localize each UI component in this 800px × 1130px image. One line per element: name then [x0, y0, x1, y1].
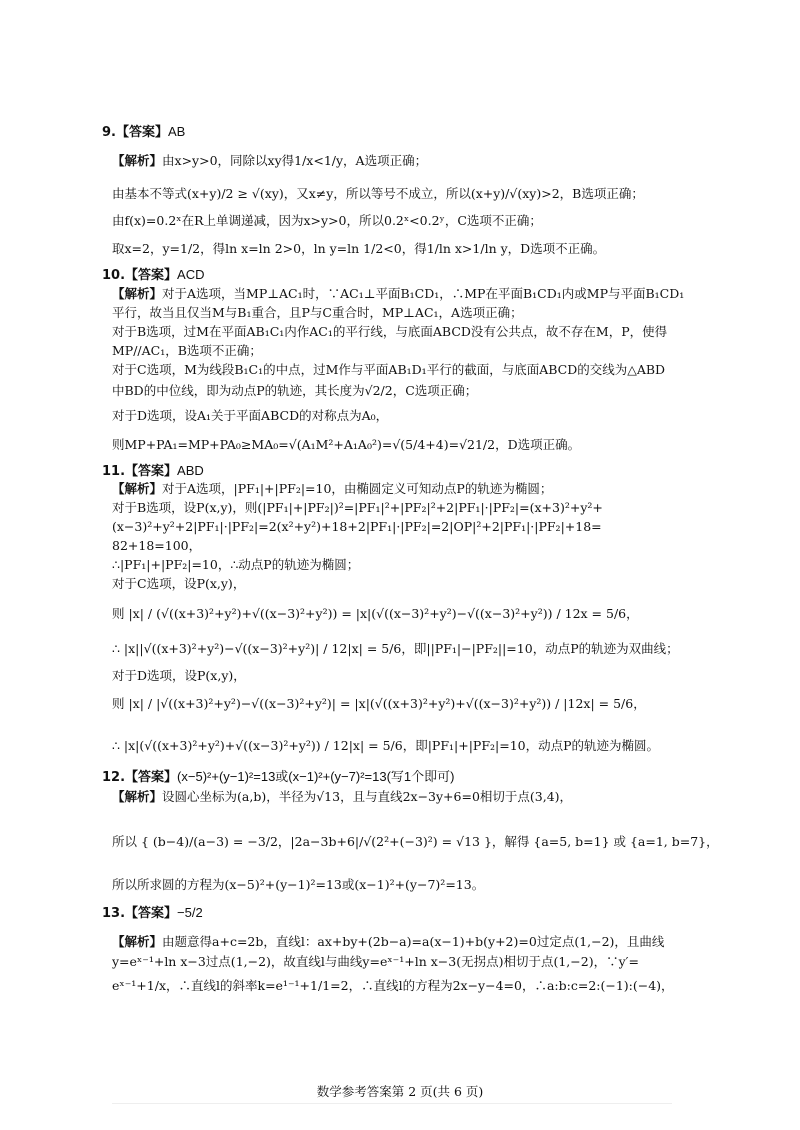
q13-answer: −5/2: [177, 905, 203, 920]
q13-analysis-1: 【解析】由题意得a+c=2b，直线l：ax+by+(2b−a)=a(x−1)+b(y+2)=0过定点(1,−2)，且曲线: [112, 934, 665, 949]
q12-answer-line: 12.【答案】(x−5)²+(y−1)²=13或(x−1)²+(y−7)²=13(写1个即可): [102, 769, 455, 785]
q9-answer: AB: [168, 124, 186, 139]
q11-answer-line: 11.【答案】ABD: [102, 463, 204, 479]
q10-analysis-8: 则MP+PA₁=MP+PA₀≥MA₀=√(A₁M²+A₁A₀²)=√(5/4+4)=√21/2，D选项正确。: [112, 437, 581, 452]
q11-analysis-5: ∴|PF₁|+|PF₂|=10，∴动点P的轨迹为椭圆；: [112, 557, 360, 572]
q11-analysis-10: 则 |x| / |√((x+3)²+y²)−√((x−3)²+y²)| = |x|(√((x+3)²+y²)+√((x−3)²+y²)) / |12x| = 5/6，: [112, 696, 646, 711]
q11-analysis-7: 则 |x| / (√((x+3)²+y²)+√((x−3)²+y²)) = |x|(√((x−3)²+y²)−√((x−3)²+y²)) / 12x = 5/6，: [112, 606, 639, 621]
q11-analysis-2: 对于B选项，设P(x,y)，则(|PF₁|+|PF₂|)²=|PF₁|²+|PF₂|²+2|PF₁|·|PF₂|=(x+3)²+y²+: [112, 500, 603, 515]
q11-analysis-8: ∴ |x||√((x+3)²+y²)−√((x−3)²+y²)| / 12|x| = 5/6，即||PF₁|−|PF₂||=10，动点P的轨迹为双曲线；: [112, 641, 679, 656]
q12-analysis-1: 【解析】设圆心坐标为(a,b)，半径为√13，且与直线2x−3y+6=0相切于点(3,4)，: [112, 789, 573, 804]
q9-analysis-1: 【解析】由x>y>0，同除以xy得1/x<1/y，A选项正确；: [112, 153, 428, 168]
q10-analysis-2: 平行，故当且仅当M与B₁重合，且P与C重合时，MP⊥AC₁，A选项正确；: [112, 305, 523, 320]
q11-answer: ABD: [177, 463, 204, 478]
q10-analysis-7: 对于D选项，设A₁关于平面ABCD的对称点为A₀，: [112, 408, 389, 423]
q9-analysis-2: 由基本不等式(x+y)/2 ≥ √(xy)，又x≠y，所以等号不成立，所以(x+y)/√(xy)>2，B选项正确；: [112, 186, 644, 201]
q11-analysis-11: ∴ |x|(√((x+3)²+y²)+√((x−3)²+y²)) / 12|x| = 5/6，即|PF₁|+|PF₂|=10，动点P的轨迹为椭圆。: [112, 738, 660, 753]
q10-analysis-5: 对于C选项，M为线段B₁C₁的中点，过M作与平面AB₁D₁平行的截面，与底面ABCD的交线为△ABD: [112, 362, 666, 377]
q9-analysis-4: 取x=2，y=1/2，得ln x=ln 2>0，ln y=ln 1/2<0，得1/ln x>1/ln y，D选项不正确。: [112, 241, 606, 256]
q12-analysis-2: 所以 { (b−4)/(a−3) = −3/2，|2a−3b+6|/√(2²+(−3)²) = √13 }，解得 {a=5, b=1} 或 {a=1, b=7}，: [112, 834, 719, 849]
q12-analysis-3: 所以所求圆的方程为(x−5)²+(y−1)²=13或(x−1)²+(y−7)²=13。: [112, 877, 485, 892]
q11-analysis-1: 【解析】对于A选项，|PF₁|+|PF₂|=10，由椭圆定义可知动点P的轨迹为椭圆；: [112, 481, 553, 496]
q12-answer: (x−5)²+(y−1)²=13或(x−1)²+(y−7)²=13(写1个即可): [177, 769, 455, 784]
q11-analysis-9: 对于D选项，设P(x,y)，: [112, 668, 246, 683]
q11-analysis-3: (x−3)²+y²+2|PF₁|·|PF₂|=2(x²+y²)+18+2|PF₁|·|PF₂|=2|OP|²+2|PF₁|·|PF₂|+18=: [112, 519, 602, 534]
q10-analysis-6: 中BD的中位线，即为动点P的轨迹，其长度为√2/2，C选项正确；: [112, 383, 478, 398]
q9-answer-line: 9.【答案】AB: [102, 124, 186, 140]
q10-analysis-3: 对于B选项，过M在平面AB₁C₁内作AC₁的平行线，与底面ABCD没有公共点，故不存在M，P，使得: [112, 324, 668, 339]
q11-analysis-4: 82+18=100，: [112, 538, 202, 553]
q10-analysis-1: 【解析】对于A选项，当MP⊥AC₁时，∵AC₁⊥平面B₁CD₁，∴MP在平面B₁CD₁内或MP与平面B₁CD₁: [112, 286, 685, 301]
q10-analysis-4: MP//AC₁，B选项不正确；: [112, 343, 262, 358]
footer-divider: [112, 1103, 672, 1104]
q10-answer-line: 10.【答案】ACD: [102, 267, 205, 283]
q13-analysis-2: y=eˣ⁻¹+ln x−3过点(1,−2)，故直线l与曲线y=eˣ⁻¹+ln x−3(无拐点)相切于点(1,−2)，∵y′=: [112, 954, 639, 969]
q10-answer: ACD: [177, 267, 205, 282]
q13-answer-line: 13.【答案】−5/2: [102, 905, 203, 921]
page-footer: 数学参考答案第 2 页(共 6 页): [316, 1084, 484, 1099]
q11-analysis-6: 对于C选项，设P(x,y)，: [112, 576, 246, 591]
q9-analysis-3: 由f(x)=0.2ˣ在R上单调递减，因为x>y>0，所以0.2ˣ<0.2ʸ，C选项不正确；: [112, 213, 542, 228]
q13-analysis-3: eˣ⁻¹+1/x，∴直线l的斜率k=e¹⁻¹+1/1=2，∴直线l的方程为2x−y−4=0，∴a:b:c=2:(−1):(−4)，: [112, 978, 674, 993]
